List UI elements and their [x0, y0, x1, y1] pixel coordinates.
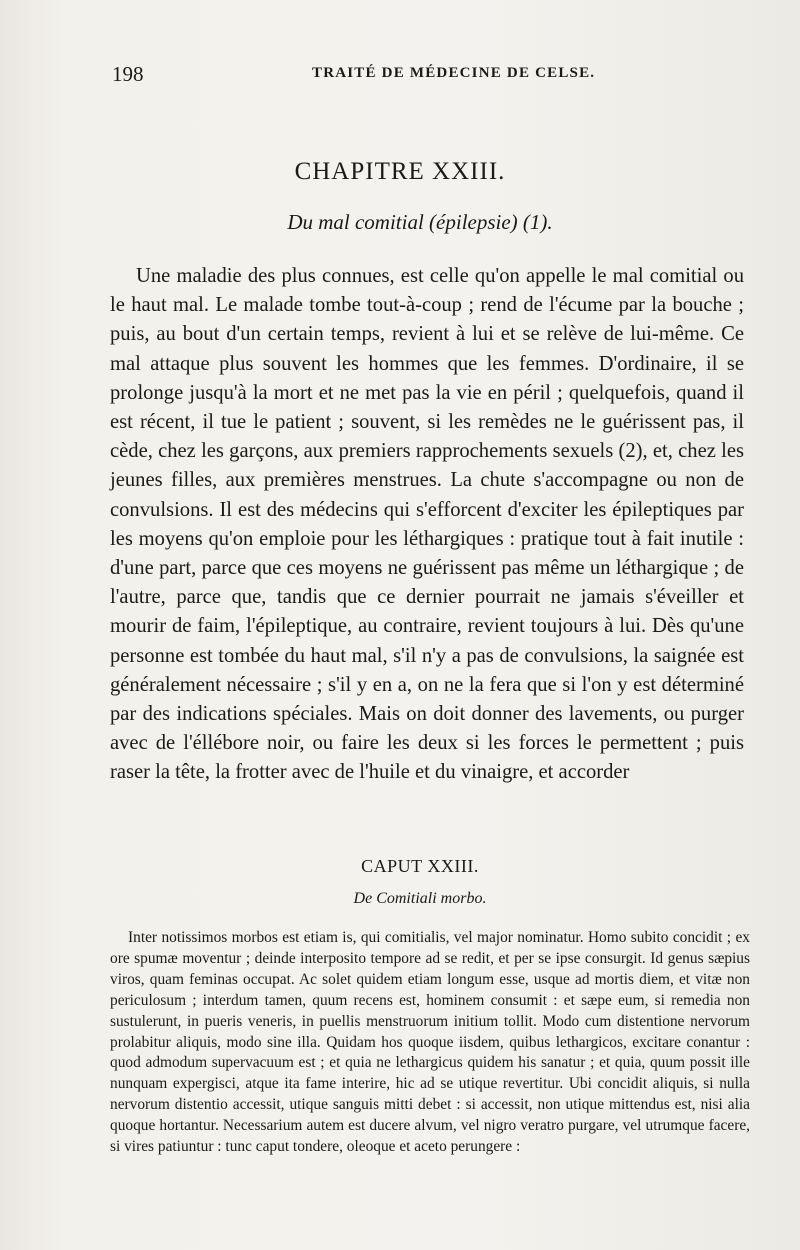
running-head: TRAITÉ DE MÉDECINE DE CELSE.: [312, 65, 596, 81]
page-number: 198: [112, 62, 144, 86]
page-header: [112, 62, 748, 86]
latin-chapter-title: CAPUT XXIII.: [361, 856, 479, 876]
latin-body-text: Inter notissimos morbos est etiam is, qui comitialis, vel major nominatur. Homo subito concidit ; ex ore spumæ moventur ; deinde interposito tempore ad se redit, et per se ipse consurgit. Id genus sæpius viros, quam feminas occupat. Ac solet quidem etiam longum esse, usque ad mortis diem, et vitæ non periculosum ; interdum tamen, quum recens est, hominem consumit : et sæpe eum, si remedia non sustulerunt, in pueris veneris, in puellis menstruorum initium tollit. Modo cum distentione nervorum prolabitur aliquis, modo sine illa. Quidam hos quoque iisdem, quibus lethargicos, excitare conantur : quod admodum supervacuum est ; et quia ne lethargicus quidem his sanatur ; et quia, quum possit ille nunquam expergisci, atque ita fame interire, hic ad se utique revertitur. Ubi concidit aliquis, si nulla nervorum distentio accessit, utique sanguis mitti debet : si accessit, non utique mittendus est, nisi alia quoque hortantur. Necessarium autem est ducere alvum, vel nigro veratro purgare, vel utrumque facere, si vires patiuntur : tunc caput tondere, oleoque et aceto perungere :: [110, 929, 750, 1156]
chapter-title: CHAPITRE XXIII.: [294, 158, 506, 185]
french-body-text: Une maladie des plus connues, est celle qu'on appelle le mal comitial ou le haut mal. Le malade tombe tout-à-coup ; rend de l'écume par la bouche ; puis, au bout d'un certain temps, revient à lui et se relève de lui-même. Ce mal attaque plus souvent les hommes que les femmes. D'ordinaire, il se prolonge jusqu'à la mort et ne met pas la vie en péril ; quelquefois, quand il est récent, il tue le patient ; souvent, si les remèdes ne le guérissent pas, il cède, chez les garçons, aux premiers rapprochements sexuels (2), et, chez les jeunes filles, aux premières menstrues. La chute s'accompagne ou non de convulsions. Il est des médecins qui s'efforcent d'exciter les épileptiques par les moyens qu'on emploie pour les léthargiques : pratique tout à fait inutile : d'une part, parce que ces moyens ne guérissent pas même un léthargique ; de l'autre, parce que, tandis que ce dernier pourrait ne jamais s'éveiller et mourir de faim, l'épileptique, au contraire, revient toujours à lui. Dès qu'une personne est tombée du haut mal, s'il n'y a pas de convulsions, la saignée est généralement nécessaire ; s'il y en a, on ne la fera que si l'on y est déterminé par des indications spéciales. Mais on doit donner des lavements, ou purger avec de l'éllébore noir, ou faire les deux si les forces le permettent ; puis raser la tête, la frotter avec de l'huile et du vinaigre, et accorder: [110, 265, 744, 784]
latin-chapter-subtitle: De Comitiali morbo.: [353, 890, 487, 907]
chapter-subtitle: Du mal comitial (épilepsie) (1).: [287, 210, 553, 234]
